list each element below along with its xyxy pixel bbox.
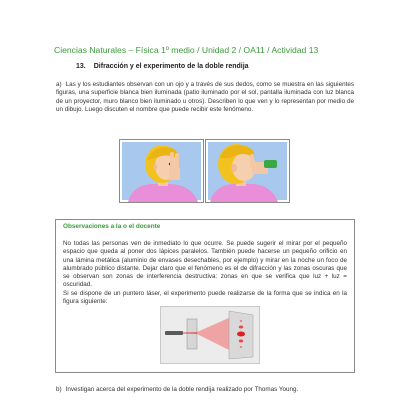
page-breadcrumb: Ciencias Naturales – Física 1º medio / Unidad 2 / OA11 / Actividad 13 xyxy=(54,45,319,55)
item-a-label: a) xyxy=(56,81,62,88)
section-title: Difracción y el experimento de la doble rendija xyxy=(93,63,249,70)
item-a-paragraph xyxy=(56,81,354,115)
section-heading xyxy=(76,63,249,70)
item-b-label: b) xyxy=(56,386,62,393)
figure-looking-through-fingers-1 xyxy=(119,139,204,203)
figure-looking-through-fingers-2 xyxy=(205,139,290,203)
person-illustration-2 xyxy=(206,140,289,202)
teacher-box-title: Observaciones a la o el docente xyxy=(63,223,161,230)
teacher-paragraph-1: No todas las personas ven de inmediato lo que ocurre. Se puede sugerir el mirar por el pequeño espacio que queda al poner dos lápices paralelos. También puede hacerse un pequeño orificio en una lámina metálica (aluminio de envases desechables, por ejemplo) y mirar en la noche un foco de alumbrado público distante. Dejar claro que el fenómeno es el de difracción y las zonas oscuras que se observan son zonas de interferencia destructiva: zonas en que se verifica que luz + luz = oscuridad. xyxy=(63,240,347,289)
item-b-text: Investigan acerca del experimento de la doble rendija realizado por Thomas Young. xyxy=(65,386,299,393)
laser-pointer-icon xyxy=(165,331,183,335)
laser-setup-illustration xyxy=(161,307,259,363)
item-a-text: Las y los estudiantes observan con un ojo y a través de sus dedos, como se muestra en las siguientes figuras, una superficie blanca bien iluminada (patio iluminado por el sol, pantalla iluminada con luz blanca de un proyector, muro blanco bien iluminado u otros). Describen lo que ven y lo representan por medio de un dibujo. Luego discuten el nombre que puede recibir este fenómeno. xyxy=(56,81,354,114)
slit-plate-icon xyxy=(187,319,197,349)
teacher-paragraph-2: Si se dispone de un puntero láser, el experimento puede realizarse de la forma que se indica en la figura siguiente: xyxy=(63,289,347,306)
section-number: 13. xyxy=(76,63,86,70)
item-b-paragraph xyxy=(56,386,356,393)
laser-experiment-figure xyxy=(160,306,260,364)
teacher-observations-box xyxy=(55,219,355,373)
teacher-box-text xyxy=(63,240,347,306)
person-illustration-1 xyxy=(120,140,203,202)
